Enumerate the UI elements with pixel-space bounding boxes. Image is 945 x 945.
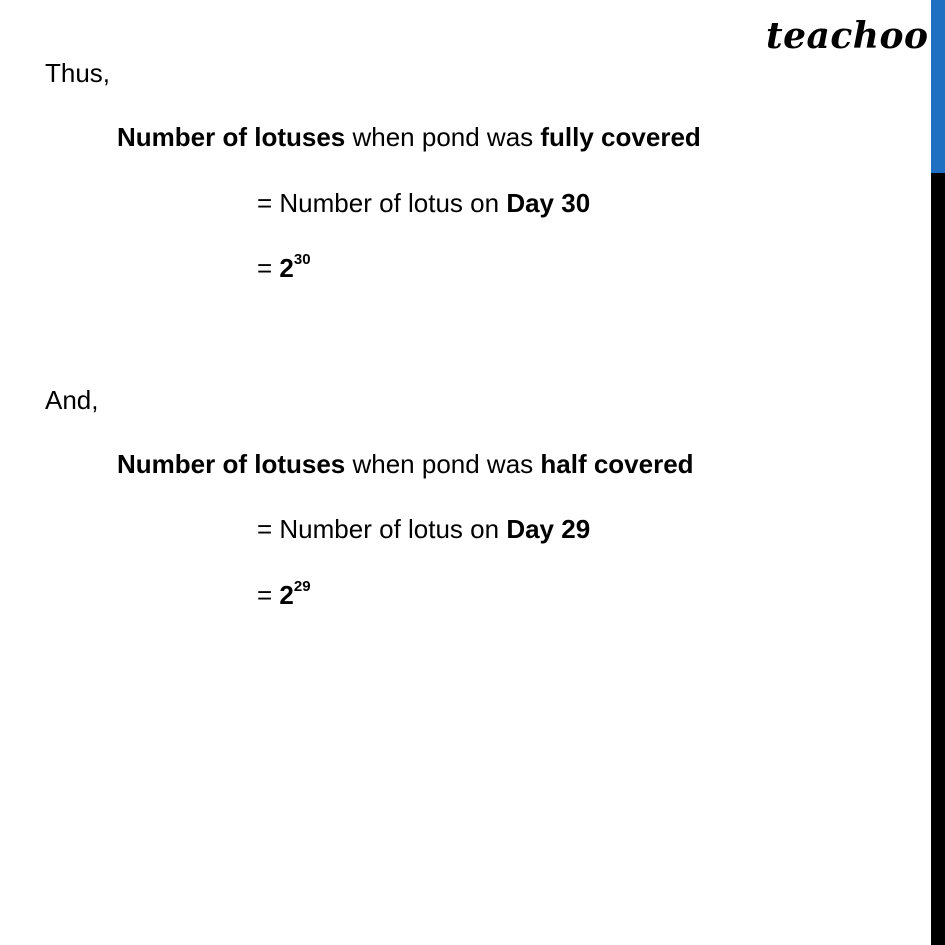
- equals-sign: =: [257, 253, 280, 283]
- power-base: 2: [279, 253, 294, 283]
- fully-covered-step-day: [257, 186, 590, 220]
- step-text: = Number of lotus on: [257, 514, 507, 544]
- heading-bold-subject: Number of lotuses: [117, 122, 346, 152]
- power-exponent: 30: [293, 251, 311, 269]
- heading-bold-subject: Number of lotuses: [117, 449, 346, 479]
- half-covered-heading: [117, 447, 694, 481]
- half-covered-step-day: [257, 512, 590, 546]
- heading-connector: when pond was: [345, 122, 541, 152]
- equals-sign: =: [257, 580, 280, 610]
- fully-covered-heading: [117, 120, 701, 154]
- fully-covered-step-power: [257, 251, 311, 285]
- step-day-value: Day 29: [506, 514, 591, 544]
- and-label: And,: [45, 385, 99, 415]
- half-covered-step-power: [257, 578, 311, 612]
- teachoo-logo: teachoo: [766, 15, 929, 57]
- step-day-value: Day 30: [506, 188, 591, 218]
- power-exponent: 29: [293, 578, 311, 596]
- thus-label: Thus,: [45, 58, 111, 88]
- heading-connector: when pond was: [345, 449, 541, 479]
- heading-bold-state: half covered: [540, 449, 694, 479]
- step-text: = Number of lotus on: [257, 188, 507, 218]
- right-edge-bar: [931, 0, 945, 945]
- right-edge-accent: [931, 0, 945, 173]
- heading-bold-state: fully covered: [540, 122, 701, 152]
- power-base: 2: [279, 580, 294, 610]
